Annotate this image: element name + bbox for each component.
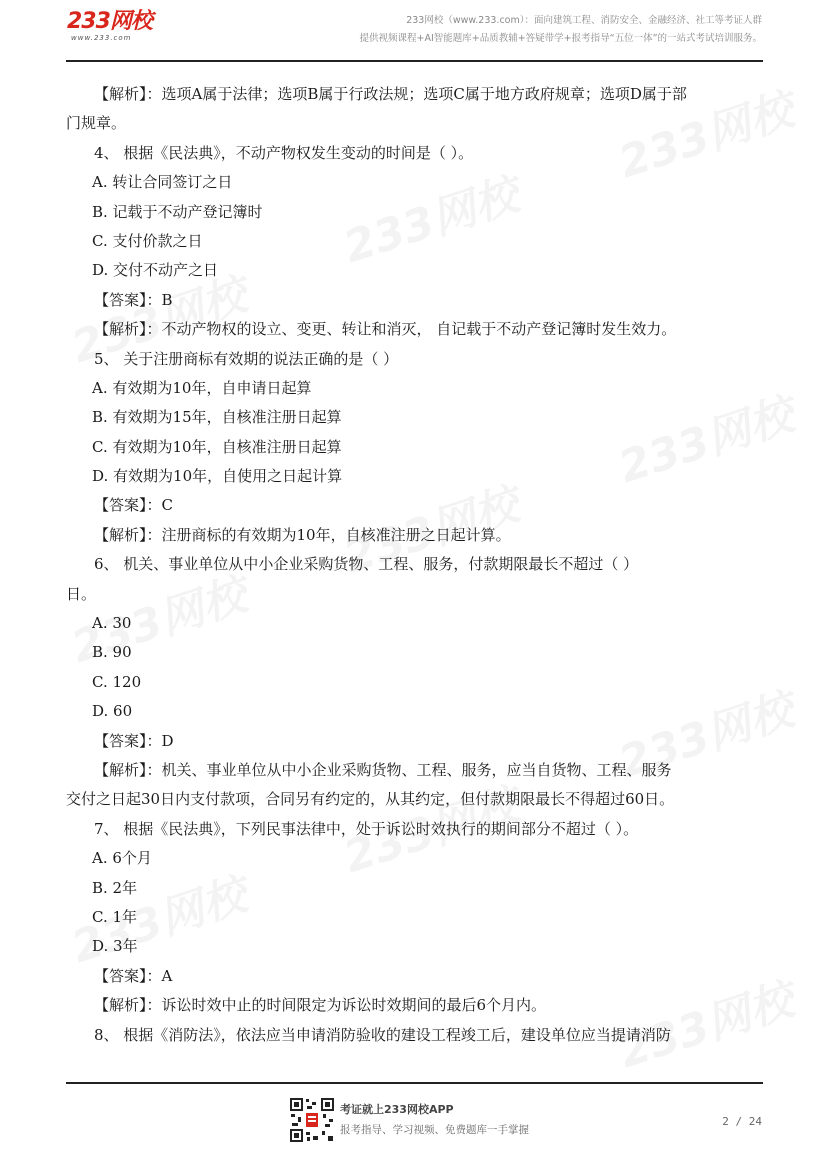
- header-info-line1: 233网校（www.233.com）：面向建筑工程、消防安全、金融经济、社工等考证人群: [406, 15, 762, 26]
- question-6: 6、 机关、事业单位从中小企业采购货物、工程、服务，付款期限最长不超过（ ）: [94, 555, 639, 574]
- header-divider: [66, 60, 763, 62]
- option-a: A. 转让合同签订之日: [92, 173, 233, 192]
- option-d: D. 60: [92, 702, 133, 721]
- option-b: B. 有效期为15年，自核准注册日起算: [92, 408, 342, 427]
- header-info: [360, 12, 763, 48]
- option-a: A. 6个月: [92, 849, 152, 868]
- footer-subtitle: 报考指导、学习视频、免费题库一手掌握: [340, 1124, 529, 1136]
- qr-code-icon: [289, 1097, 335, 1143]
- option-c: C. 1年: [92, 907, 138, 926]
- explanation-text: 【解析】：不动产物权的设立、变更、转让和消灭， 自记载于不动产登记簿时发生效力。: [94, 320, 677, 339]
- document-body: [66, 80, 763, 1050]
- question-6-continuation: 日。: [66, 584, 97, 603]
- option-c: C. 支付价款之日: [92, 231, 203, 250]
- logo-text: 233网校: [67, 9, 152, 34]
- explanation-text: 【解析】：机关、事业单位从中小企业采购货物、工程、服务，应当自货物、工程、服务: [94, 760, 672, 779]
- explanation-text: 【解析】：诉讼时效中止的时间限定为诉讼时效期间的最后6个月内。: [94, 996, 547, 1015]
- logo: [67, 10, 152, 43]
- header-info-line2: 提供视频课程+AI智能题库+品质教辅+答疑带学+报考指导“五位一体”的一站式考试培训服务。: [359, 33, 762, 44]
- explanation-text: 【解析】：选项A属于法律；选项B属于行政法规；选项C属于地方政府规章；选项D属于部: [94, 85, 687, 103]
- question-8: 8、 根据《消防法》，依法应当申请消防验收的建设工程竣工后，建设单位应当提请消防: [94, 1025, 671, 1044]
- option-b: B. 2年: [92, 878, 138, 897]
- option-b: B. 90: [92, 643, 132, 662]
- option-a: A. 有效期为10年，自申请日起算: [92, 378, 312, 397]
- page-header: [0, 0, 830, 62]
- footer-title: 考证就上233网校APP: [340, 1103, 454, 1116]
- option-b: B. 记载于不动产登记簿时: [92, 202, 263, 221]
- answer: 【答案】：C: [94, 496, 173, 515]
- option-c: C. 有效期为10年，自核准注册日起算: [92, 437, 342, 456]
- explanation-text: 门规章。: [66, 114, 127, 133]
- question-7: 7、 根据《民法典》，下列民事法律中，处于诉讼时效执行的期间部分不超过（ ）。: [94, 819, 639, 838]
- option-d: D. 有效期为10年，自使用之日起计算: [92, 467, 343, 486]
- logo-url: www.233.com: [71, 34, 132, 42]
- option-d: D. 交付不动产之日: [92, 261, 219, 280]
- explanation-text: 交付之日起30日内支付款项，合同另有约定的，从其约定，但付款期限最长不得超过60日。: [66, 790, 675, 809]
- question-5: 5、 关于注册商标有效期的说法正确的是（ ）: [94, 349, 399, 368]
- question-4: 4、 根据《民法典》，不动产物权发生变动的时间是（ ）。: [94, 143, 474, 162]
- explanation-text: 【解析】：注册商标的有效期为10年，自核准注册之日起计算。: [94, 525, 511, 544]
- page-number: 2 / 24: [722, 1115, 762, 1128]
- option-c: C. 120: [92, 672, 142, 691]
- answer: 【答案】：D: [94, 731, 174, 750]
- option-d: D. 3年: [92, 937, 138, 956]
- option-a: A. 30: [92, 614, 132, 633]
- footer-divider: [66, 1082, 763, 1084]
- answer: 【答案】：A: [94, 966, 173, 985]
- answer: 【答案】：B: [94, 290, 173, 309]
